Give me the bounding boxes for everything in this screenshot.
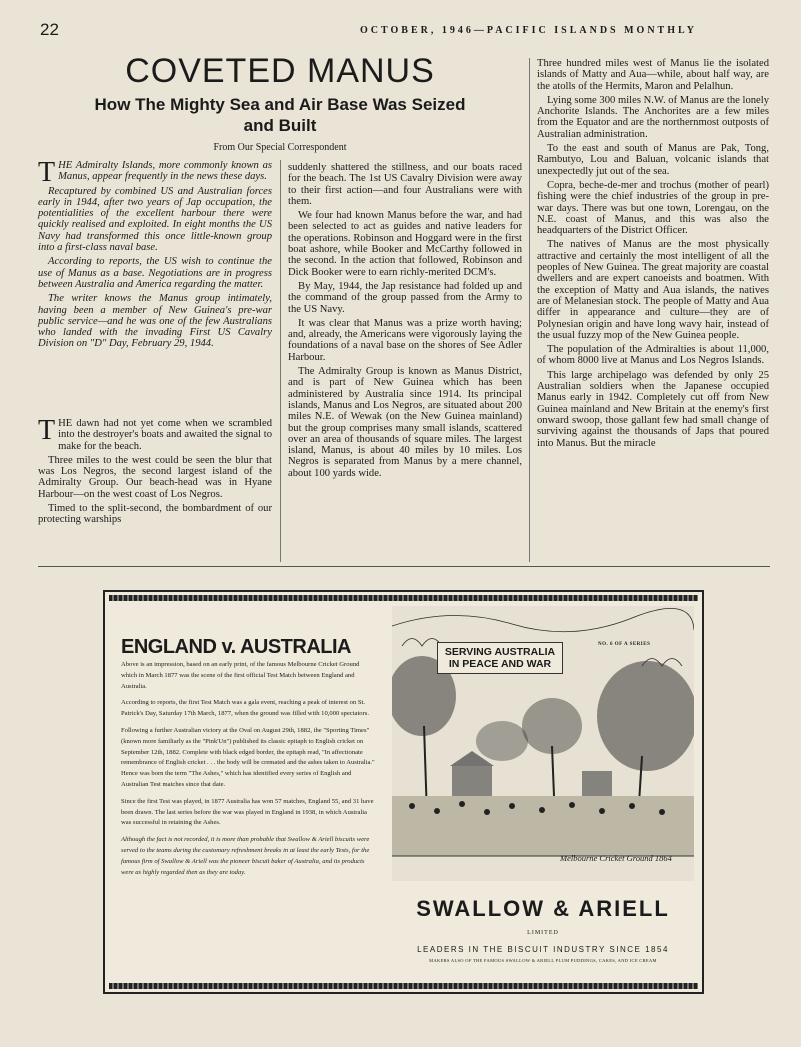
running-head: OCTOBER, 1946—PACIFIC ISLANDS MONTHLY (360, 25, 697, 36)
ad-paragraph: Since the first Test was played, in 1877 Australia has won 57 matches, England 55, and 31 have been drawn. The last series before the war was played in England in 1938, in which Australia was successful in retaining the Ashes. (121, 797, 374, 827)
intro-paragraph: Recaptured by combined US and Australian forces early in 1944, after two years of Jap occupation, the potentialities of the excellent harbour there were quickly realised and exploited. In eight months the US Navy had transformed this once little-known group into a first-class naval base. (38, 185, 272, 254)
intro-paragraph: According to reports, the US wish to continue the use of Manus as a base. Negotiations are in progress between Australia and America regarding the matter. (38, 256, 272, 290)
ad-headline: ENGLAND v. AUSTRALIA (121, 636, 351, 658)
intro-paragraph: THE Admiralty Islands, more commonly known as Manus, appear frequently in the news these days. (38, 157, 272, 188)
body-paragraph: By May, 1944, the Jap resistance had folded up and the command of the group passed from the Army to the US Navy. (288, 280, 522, 315)
body-paragraph: The natives of Manus are the most physically attractive and certainly the most intelligent of all the peoples of New Guinea. The great majority are coastal dwellers and are expert canoeists and boatmen. With the exception of Matty and Aua islands, the natives are of Melanesian stock. The people of Matty and Aua differ in appearance and culture—they are of Polynesian origin and have long wavy hair, instead of the usual fuzzy mop of the New Guinea people. (537, 239, 769, 341)
byline: From Our Special Correspondent (213, 142, 347, 153)
ad-paragraph: ENGLAND v. AUSTRALIA Above is an impression, based on an early print, of the famous Melbourne Cricket Ground which in March 1877 was the scene of the first official Test Match between England and Australia. (121, 636, 360, 690)
body-dropcap: T (38, 415, 56, 446)
banner-line-1: SERVING AUSTRALIA (444, 646, 556, 658)
body-paragraph: Three miles to the west could be seen the blur that was Los Negros, the second largest island of the Admiralty Group. Our beach-head was in Hyane Harbour—on the west coast of Los Negros. (38, 454, 272, 500)
body-paragraph: Copra, beche-de-mer and trochus (mother of pearl) fishing were the chief industries of the group in pre-war days. There was but one town, Lorengau, on the N.E. coast of Manus, and this was also the headquarters of the District Officer. (537, 179, 769, 237)
series-note: NO. 6 OF A SERIES (598, 642, 651, 647)
advertisement (103, 590, 704, 994)
article-column-1 (38, 415, 272, 529)
section-rule (38, 566, 770, 567)
brand-tagline: LEADERS IN THE BISCUIT INDUSTRY SINCE 1854 (417, 945, 669, 954)
brand-name: SWALLOW & ARIELL (416, 896, 670, 921)
body-paragraph: The population of the Admiralties is about 11,000, of whom 8000 live at Manus and Los Negros Islands. (537, 344, 769, 367)
body-paragraph: It was clear that Manus was a prize worth having; and, already, the Americans were vigorously laying the foundations of a naval base on the shores of See Adler Harbour. (288, 317, 522, 363)
body-paragraph: Timed to the split-second, the bombardment of our protecting warships (38, 503, 272, 526)
ad-border-bottom (109, 983, 698, 989)
ad-italic-note: Although the fact is not recorded, it is more than probable that Swallow & Ariell biscuits were served to the teams during the customary refreshment breaks in at least the early Tests, for the famous firm of Swallow & Ariell was the pioneer biscuit baker of Australia, and its products were as highly regarded then as they are today. (121, 836, 370, 876)
ad-banner (437, 642, 563, 674)
makers-note: MAKERS ALSO OF THE FAMOUS SWALLOW & ARIELL PLUM PUDDINGS, CAKES, AND ICE CREAM (429, 958, 657, 963)
subtitle-line-2: and Built (243, 116, 317, 135)
body-paragraph: suddenly shattered the stillness, and our boats raced for the beach. The 1st US Cavalry Division were away to their first action—and four Australians were with them. (288, 162, 522, 207)
cricket-ground-illustration (392, 606, 694, 881)
intro-dropcap: T (38, 157, 56, 188)
body-paragraph: Three hundred miles west of Manus lie the isolated islands of Matty and Aua—while, about half way, are the atolls of the Hermits, Maron and Pelalhun. (537, 58, 769, 92)
ad-paragraph: Following a further Australian victory at the Oval on August 29th, 1882, the "Sporting Times" (known more familiarly as the "Pink'Un") published its classic epitaph to English cricket on September 12th, 1882. Complete with black edged border, the epitaph read, "In affectionate remembrance of English cricket . . . the body will be cremated and the ashes taken to Australia." Hence was born the term "The Ashes," which has identified every series of English and Australian Test matches since that date. (121, 726, 375, 788)
subtitle-line-1: How The Mighty Sea and Air Base Was Seized (94, 95, 466, 114)
ad-text-column (121, 636, 376, 884)
brand-limited: LIMITED (527, 930, 559, 936)
article-subtitle (30, 94, 530, 136)
article-column-3 (537, 58, 769, 452)
ad-border-top (109, 595, 698, 601)
ad-illustration-panel (392, 606, 694, 978)
body-paragraph: Lying some 300 miles N.W. of Manus are the lonely Anchorite Islands. The Anchorites are a few miles from the Equator and are the northernmost outposts of Australian administration. (537, 94, 769, 140)
body-paragraph: We four had known Manus before the war, and had been selected to act as guides and native leaders for the operations. Robinson and Hoggard were in the first boat ashore, while Booker and McCarthy followed in the second. In the action that followed, Robinson and Dick Booker were to earn richly-merited DCM's. (288, 210, 522, 278)
illustration-caption: Melbourne Cricket Ground 1864 (560, 853, 672, 863)
column-divider (529, 58, 530, 562)
body-paragraph: The Admiralty Group is known as Manus District, and is part of New Guinea which has been administered by Australia since 1914. Its principal islands, Manus and Los Negros, are situated about 200 miles N.E. of Wewak (on the New Guinea mainland) but the group comprises many small islands, scattered over an area of thousands of square miles. The largest island, Manus, is about 40 miles by 10 miles. Los Negros is separated from Manus by a mere channel, about 100 yards wide. (288, 366, 522, 479)
body-paragraph: To the east and south of Manus are Pak, Tong, Rambutyo, Lou and Baluan, volcanic islands that unexpectedly jut out of the sea. (537, 143, 769, 177)
ad-paragraph: According to reports, the first Test Match was a gala event, reaching a peak of interest on St. Patrick's Day, Saturday 17th March, 1877, when the ground was filled with 10,000 spectators. (121, 699, 369, 718)
intro-paragraph: The writer knows the Manus group intimately, having been a member of New Guinea's pre-war public service—and he was one of the few Australians who landed with the invading First US Cavalry Division on "D" Day, February 29, 1944. (38, 293, 272, 350)
page-number: 22 (40, 20, 59, 39)
body-paragraph: THE dawn had not yet come when we scrambled into the destroyer's boats and awaited the signal to make for the beach. (38, 415, 272, 452)
article-column-2 (288, 162, 522, 482)
article-intro (38, 157, 272, 353)
body-paragraph: This large archipelago was defended by only 25 Australian soldiers when the Japanese occupied Manus early in 1942. Completely cut off from New Guinea mainland and New Britain at the enemy's first onward swoop, those gallant few had small change of surviving against the thousands of Japs that poured into Manus. But the miracle (537, 369, 769, 449)
article-title: COVETED MANUS (125, 52, 435, 90)
column-divider (280, 160, 281, 562)
banner-line-2: IN PEACE AND WAR (448, 658, 552, 670)
